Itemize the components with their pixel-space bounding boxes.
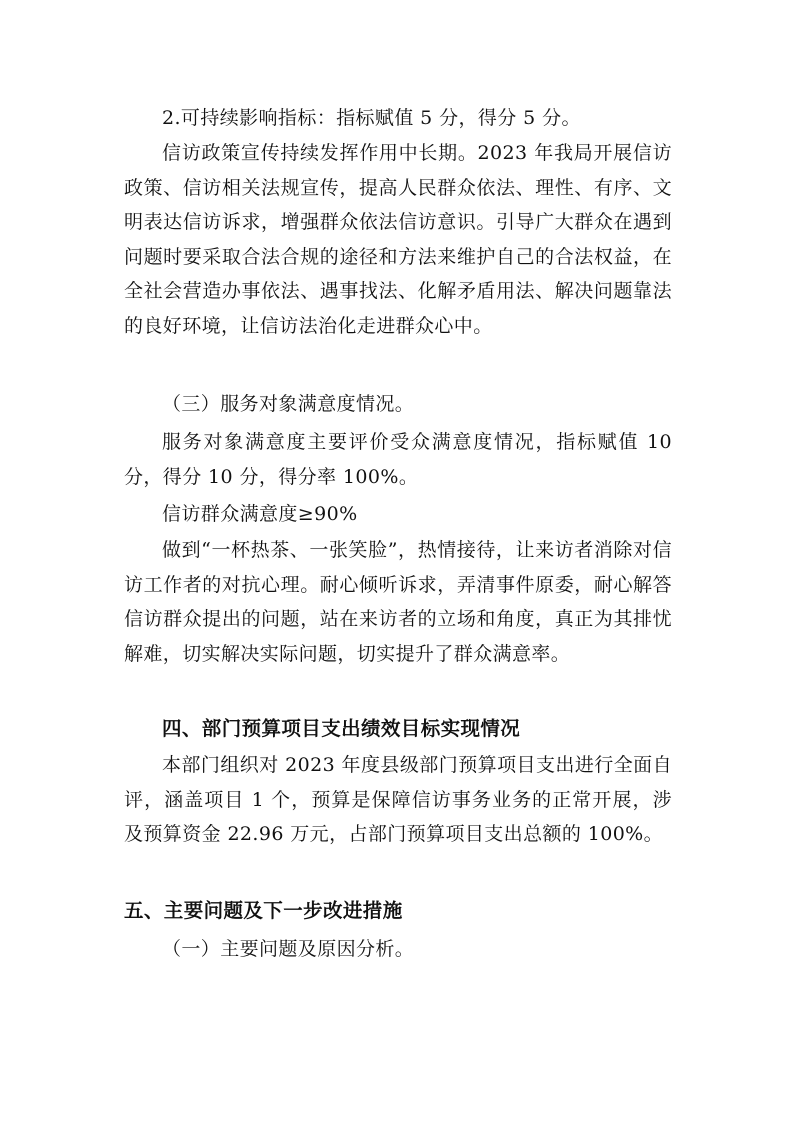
section-5-heading: 五、主要问题及下一步改进措施: [124, 899, 403, 922]
section-4-heading: 四、部门预算项目支出绩效目标实现情况: [162, 717, 521, 740]
section-5-sub-1-heading: （一）主要问题及原因分析。: [162, 938, 415, 960]
sustain-indicator-line: 2.可持续影响指标：指标赋值 5 分，得分 5 分。: [162, 107, 581, 129]
section-4-body: 本部门组织对 2023 年度县级部门预算项目支出进行全面自评，涵盖项目 1 个，预算是保障信访事务业务的正常开展，涉及预算资金 22.96 万元，占部门预算项目支出总额的 100%。: [124, 754, 672, 845]
sustain-indicator-body: 信访政策宣传持续发挥作用中长期。2023 年我局开展信访政策、信访相关法规宣传，提高人民群众依法、理性、有序、文明表达信访诉求，增强群众依法信访意识。引导广大群众在遇到问题时要采取合法合规的途径和方法来维护自己的合法权益，在全社会营造办事依法、遇事找法、化解矛盾用法、解决问题靠法的良好环境，让信访法治化走进群众心中。: [124, 142, 672, 337]
satisfaction-indicator: 信访群众满意度≥90%: [162, 503, 358, 525]
section-3-body: 服务对象满意度主要评价受众满意度情况，指标赋值 10 分，得分 10 分，得分率 100%。: [124, 431, 672, 488]
section-3-heading: （三）服务对象满意度情况。: [162, 393, 415, 415]
section-3-detail: 做到“一杯热茶、一张笑脸”，热情接待，让来访者消除对信访工作者的对抗心理。耐心倾听诉求，弄清事件原委，耐心解答信访群众提出的问题，站在来访者的立场和角度，真正为其排忧解难，切实解决实际问题，切实提升了群众满意率。: [124, 539, 672, 665]
